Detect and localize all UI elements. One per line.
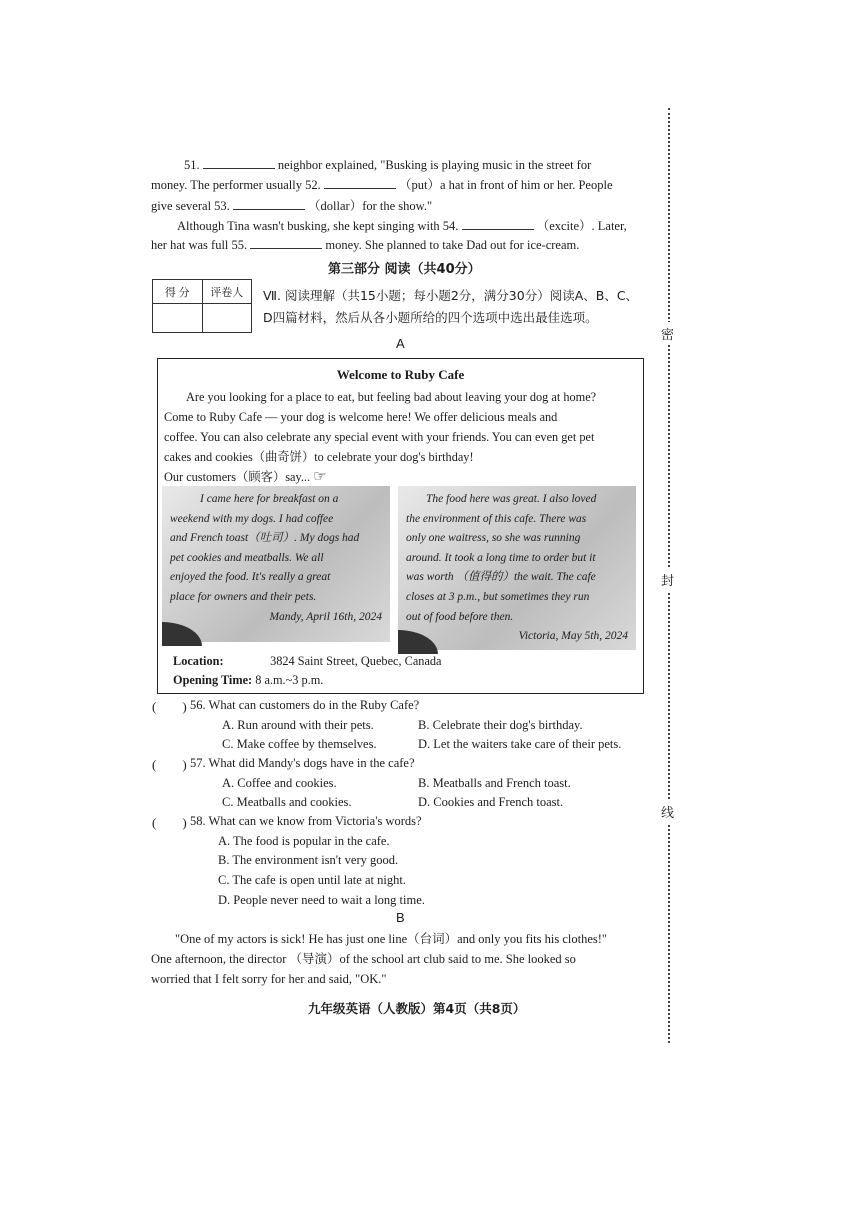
location-label: Location: xyxy=(173,654,224,668)
blank-53[interactable] xyxy=(233,197,305,210)
intro-line: Come to Ruby Cafe — your dog is welcome here! We offer delicious meals and xyxy=(164,410,558,424)
passage-line-4 xyxy=(177,217,651,236)
review-line: was worth （值得的）the wait. The cafe xyxy=(406,571,596,584)
passage-b-line-3: worried that I felt sorry for her and said, "OK." xyxy=(151,972,387,986)
review-signature: Mandy, April 16th, 2024 xyxy=(269,610,382,623)
passage-text: money. The performer usually 52. xyxy=(151,178,321,192)
passage-line-1 xyxy=(184,156,651,175)
intro-line: Are you looking for a place to eat, but feeling bad about leaving your dog at home? xyxy=(186,390,597,404)
intro-line: coffee. You can also celebrate any special event with your friends. You can even get pet xyxy=(164,430,595,444)
section-title: 第三部分 阅读（共40分） xyxy=(328,262,481,277)
blank-51[interactable] xyxy=(203,156,275,169)
hours-value: 8 a.m.~3 p.m. xyxy=(255,673,324,687)
score-header: 得 分 xyxy=(153,280,203,304)
passage-text: （put）a hat in front of him or her. People xyxy=(399,178,613,192)
instructions-line-2: D四篇材料，然后从各小题所给的四个选项中选出最佳选项。 xyxy=(263,310,598,325)
option-57-a: A. Coffee and cookies. xyxy=(222,776,337,790)
passage-a-box xyxy=(157,358,644,694)
customers-say-text: Our customers（顾客）say... xyxy=(164,470,311,484)
review-card-mandy xyxy=(162,486,390,642)
review-line: around. It took a long time to order but it xyxy=(406,551,596,564)
pointing-hand-icon: ☞ xyxy=(313,469,327,485)
side-label-mi: 密 xyxy=(661,322,674,345)
review-line: pet cookies and meatballs. We all xyxy=(170,551,324,564)
blank-52[interactable] xyxy=(324,176,396,189)
review-card-victoria xyxy=(398,486,636,650)
answer-paren-56[interactable]: ( ) xyxy=(152,699,187,714)
option-57-d: D. Cookies and French toast. xyxy=(418,795,564,809)
instructions-line-1: Ⅶ. 阅读理解（共15小题；每小题2分，满分30分）阅读A、B、C、 xyxy=(263,288,639,303)
answer-paren-58[interactable]: ( ) xyxy=(152,815,187,830)
passage-text: （dollar）for the show." xyxy=(308,199,433,213)
passage-text: her hat was full 55. xyxy=(151,238,248,252)
review-line: the environment of this cafe. There was xyxy=(406,512,587,525)
review-signature: Victoria, May 5th, 2024 xyxy=(518,630,628,643)
passage-text: give several 53. xyxy=(151,199,230,213)
question-58-stem: 58. What can we know from Victoria's words? xyxy=(190,814,422,828)
passage-a-title: Welcome to Ruby Cafe xyxy=(336,367,465,382)
score-cell[interactable] xyxy=(153,304,203,333)
option-58-d: D. People never need to wait a long time. xyxy=(218,893,425,907)
passage-text: neighbor explained, "Busking is playing music in the street for xyxy=(277,158,592,172)
review-line: and French toast（吐司）. My dogs had xyxy=(170,532,360,545)
intro-line: cakes and cookies（曲奇饼）to celebrate your dog's birthday! xyxy=(164,450,474,464)
review-line: weekend with my dogs. I had coffee xyxy=(170,512,334,525)
passage-line-3 xyxy=(151,197,651,216)
question-56-stem: 56. What can customers do in the Ruby Cafe? xyxy=(190,698,420,712)
option-57-c: C. Meatballs and cookies. xyxy=(222,795,352,809)
score-table xyxy=(152,279,252,333)
grader-cell[interactable] xyxy=(202,304,252,333)
review-line: out of food before then. xyxy=(406,610,514,623)
question-57-stem: 57. What did Mandy's dogs have in the cafe? xyxy=(190,756,415,770)
page-footer: 九年级英语（人教版）第4页（共8页） xyxy=(308,1001,526,1016)
option-58-c: C. The cafe is open until late at night. xyxy=(218,873,406,887)
review-line: enjoyed the food. It's really a great xyxy=(170,571,331,584)
option-56-b: B. Celebrate their dog's birthday. xyxy=(418,718,583,732)
hours-row xyxy=(173,673,323,688)
grader-header: 评卷人 xyxy=(202,280,252,304)
passage-a-intro xyxy=(164,387,639,467)
option-58-b: B. The environment isn't very good. xyxy=(218,853,399,867)
side-label-feng: 封 xyxy=(661,568,674,591)
passage-b-line-2: One afternoon, the director （导演）of the school art club said to me. She looked so xyxy=(151,952,576,966)
location-value: 3824 Saint Street, Quebec, Canada xyxy=(270,654,442,668)
passage-text: （excite）. Later, xyxy=(536,219,627,233)
option-56-c: C. Make coffee by themselves. xyxy=(222,737,377,751)
review-line: closes at 3 p.m., but sometimes they run xyxy=(406,590,590,603)
review-line: The food here was great. I also loved xyxy=(426,493,597,505)
location-row xyxy=(173,654,442,669)
option-57-b: B. Meatballs and French toast. xyxy=(418,776,571,790)
customers-say xyxy=(164,467,327,486)
hours-label: Opening Time: xyxy=(173,673,253,687)
passage-line-2 xyxy=(151,176,651,195)
passage-text: money. She planned to take Dad out for ice-cream. xyxy=(325,238,580,252)
answer-paren-57[interactable]: ( ) xyxy=(152,757,187,772)
review-line: I came here for breakfast on a xyxy=(200,493,339,505)
passage-line-5 xyxy=(151,236,651,255)
option-56-a: A. Run around with their pets. xyxy=(222,718,374,732)
passage-text: Although Tina wasn't busking, she kept singing with 54. xyxy=(177,219,459,233)
review-line: only one waitress, so she was running xyxy=(406,532,581,545)
passage-a-label: A xyxy=(396,336,405,351)
blank-54[interactable] xyxy=(462,217,534,230)
option-58-a: A. The food is popular in the cafe. xyxy=(218,834,390,848)
passage-b-line-1: "One of my actors is sick! He has just one line（台词）and only you fits his clothes!" xyxy=(175,932,608,946)
side-label-xian: 线 xyxy=(661,800,674,823)
passage-b-label: B xyxy=(396,910,405,925)
review-line: place for owners and their pets. xyxy=(170,590,317,603)
blank-55[interactable] xyxy=(250,236,322,249)
blank-51-number: 51. xyxy=(184,158,200,172)
option-56-d: D. Let the waiters take care of their pets. xyxy=(418,737,622,751)
